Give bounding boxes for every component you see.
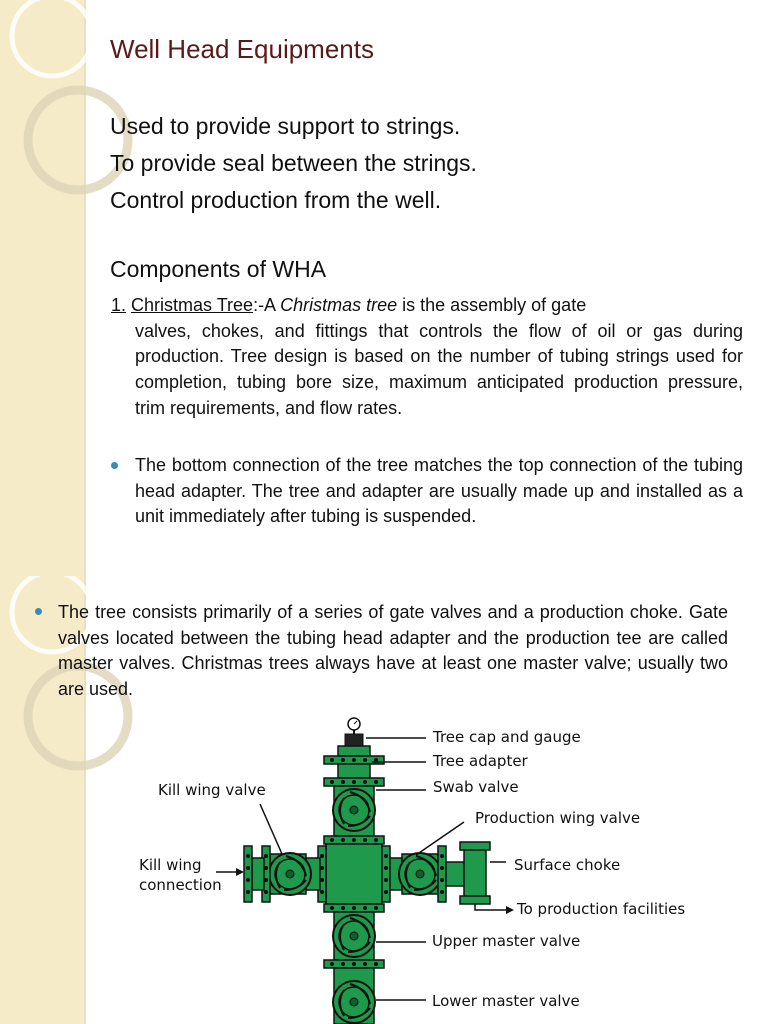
bottom-connection-bullet: The bottom connection of the tree matches the top connection of the tubing head adapter. The tree and adapter are usually made up and installed as a unit immediately after tubing is suspended. bbox=[135, 455, 743, 527]
intro-line: Control production from the well. bbox=[110, 187, 442, 213]
main-stack bbox=[324, 718, 384, 1024]
label-kill-wing-valve: Kill wing valve bbox=[158, 781, 266, 799]
swab-valve-wheel-icon bbox=[333, 789, 375, 831]
label-to-production: To production facilities bbox=[517, 900, 686, 918]
item-number: 1. bbox=[111, 295, 127, 315]
production-tee bbox=[326, 844, 382, 904]
label-swab-valve: Swab valve bbox=[433, 778, 519, 796]
item-term-italic: Christmas tree bbox=[280, 295, 398, 315]
intro-line: Used to provide support to strings. bbox=[110, 113, 461, 139]
intro-line: To provide seal between the strings. bbox=[110, 150, 477, 176]
page-title: Well Head Equipments bbox=[110, 34, 374, 64]
kill-wing-assembly bbox=[244, 846, 326, 902]
production-wing-valve-wheel-icon bbox=[399, 853, 441, 895]
label-tree-adapter: Tree adapter bbox=[433, 752, 528, 770]
label-tree-cap: Tree cap and gauge bbox=[433, 728, 581, 746]
label-surface-choke: Surface choke bbox=[514, 856, 621, 874]
item-term: Christmas Tree bbox=[131, 295, 254, 315]
label-production-wing-valve: Production wing valve bbox=[475, 809, 641, 827]
surface-choke bbox=[464, 846, 486, 902]
label-kill-wing-connection: Kill wing bbox=[139, 856, 202, 874]
christmas-tree-paragraph bbox=[111, 293, 743, 422]
item-first-line: is the assembly of gate bbox=[397, 295, 587, 315]
master-valves-bullet: The tree consists primarily of a series of gate valves and a production choke. Gate valves located between the tubing head adapter and the production tee are called master valves. Christmas trees always have at least one master valve; usually two are used. bbox=[58, 602, 728, 700]
item-separator: :-A bbox=[253, 295, 281, 315]
label-kill-wing-connection-2: connection bbox=[139, 876, 222, 894]
intro-list bbox=[110, 108, 477, 219]
kill-wing-valve-wheel-icon bbox=[269, 853, 311, 895]
label-upper-master-valve: Upper master valve bbox=[432, 932, 581, 950]
christmas-tree-diagram bbox=[130, 712, 710, 1024]
lower-master-valve-wheel-icon bbox=[333, 981, 375, 1023]
upper-master-valve-wheel-icon bbox=[333, 915, 375, 957]
bullet-dot bbox=[111, 462, 118, 469]
components-heading: Components of WHA bbox=[110, 256, 327, 282]
decorative-rings bbox=[0, 0, 140, 576]
bullet-dot bbox=[35, 608, 42, 615]
item-description: valves, chokes, and fittings that controls the flow of oil or gas during production. Tree design is based on the number of tubing strings used for completion, tubing bore size, maximum anticipated production pressure, trim requirements, and flow rates. bbox=[135, 320, 743, 418]
label-lower-master-valve: Lower master valve bbox=[432, 992, 580, 1010]
production-wing-assembly bbox=[382, 842, 490, 904]
